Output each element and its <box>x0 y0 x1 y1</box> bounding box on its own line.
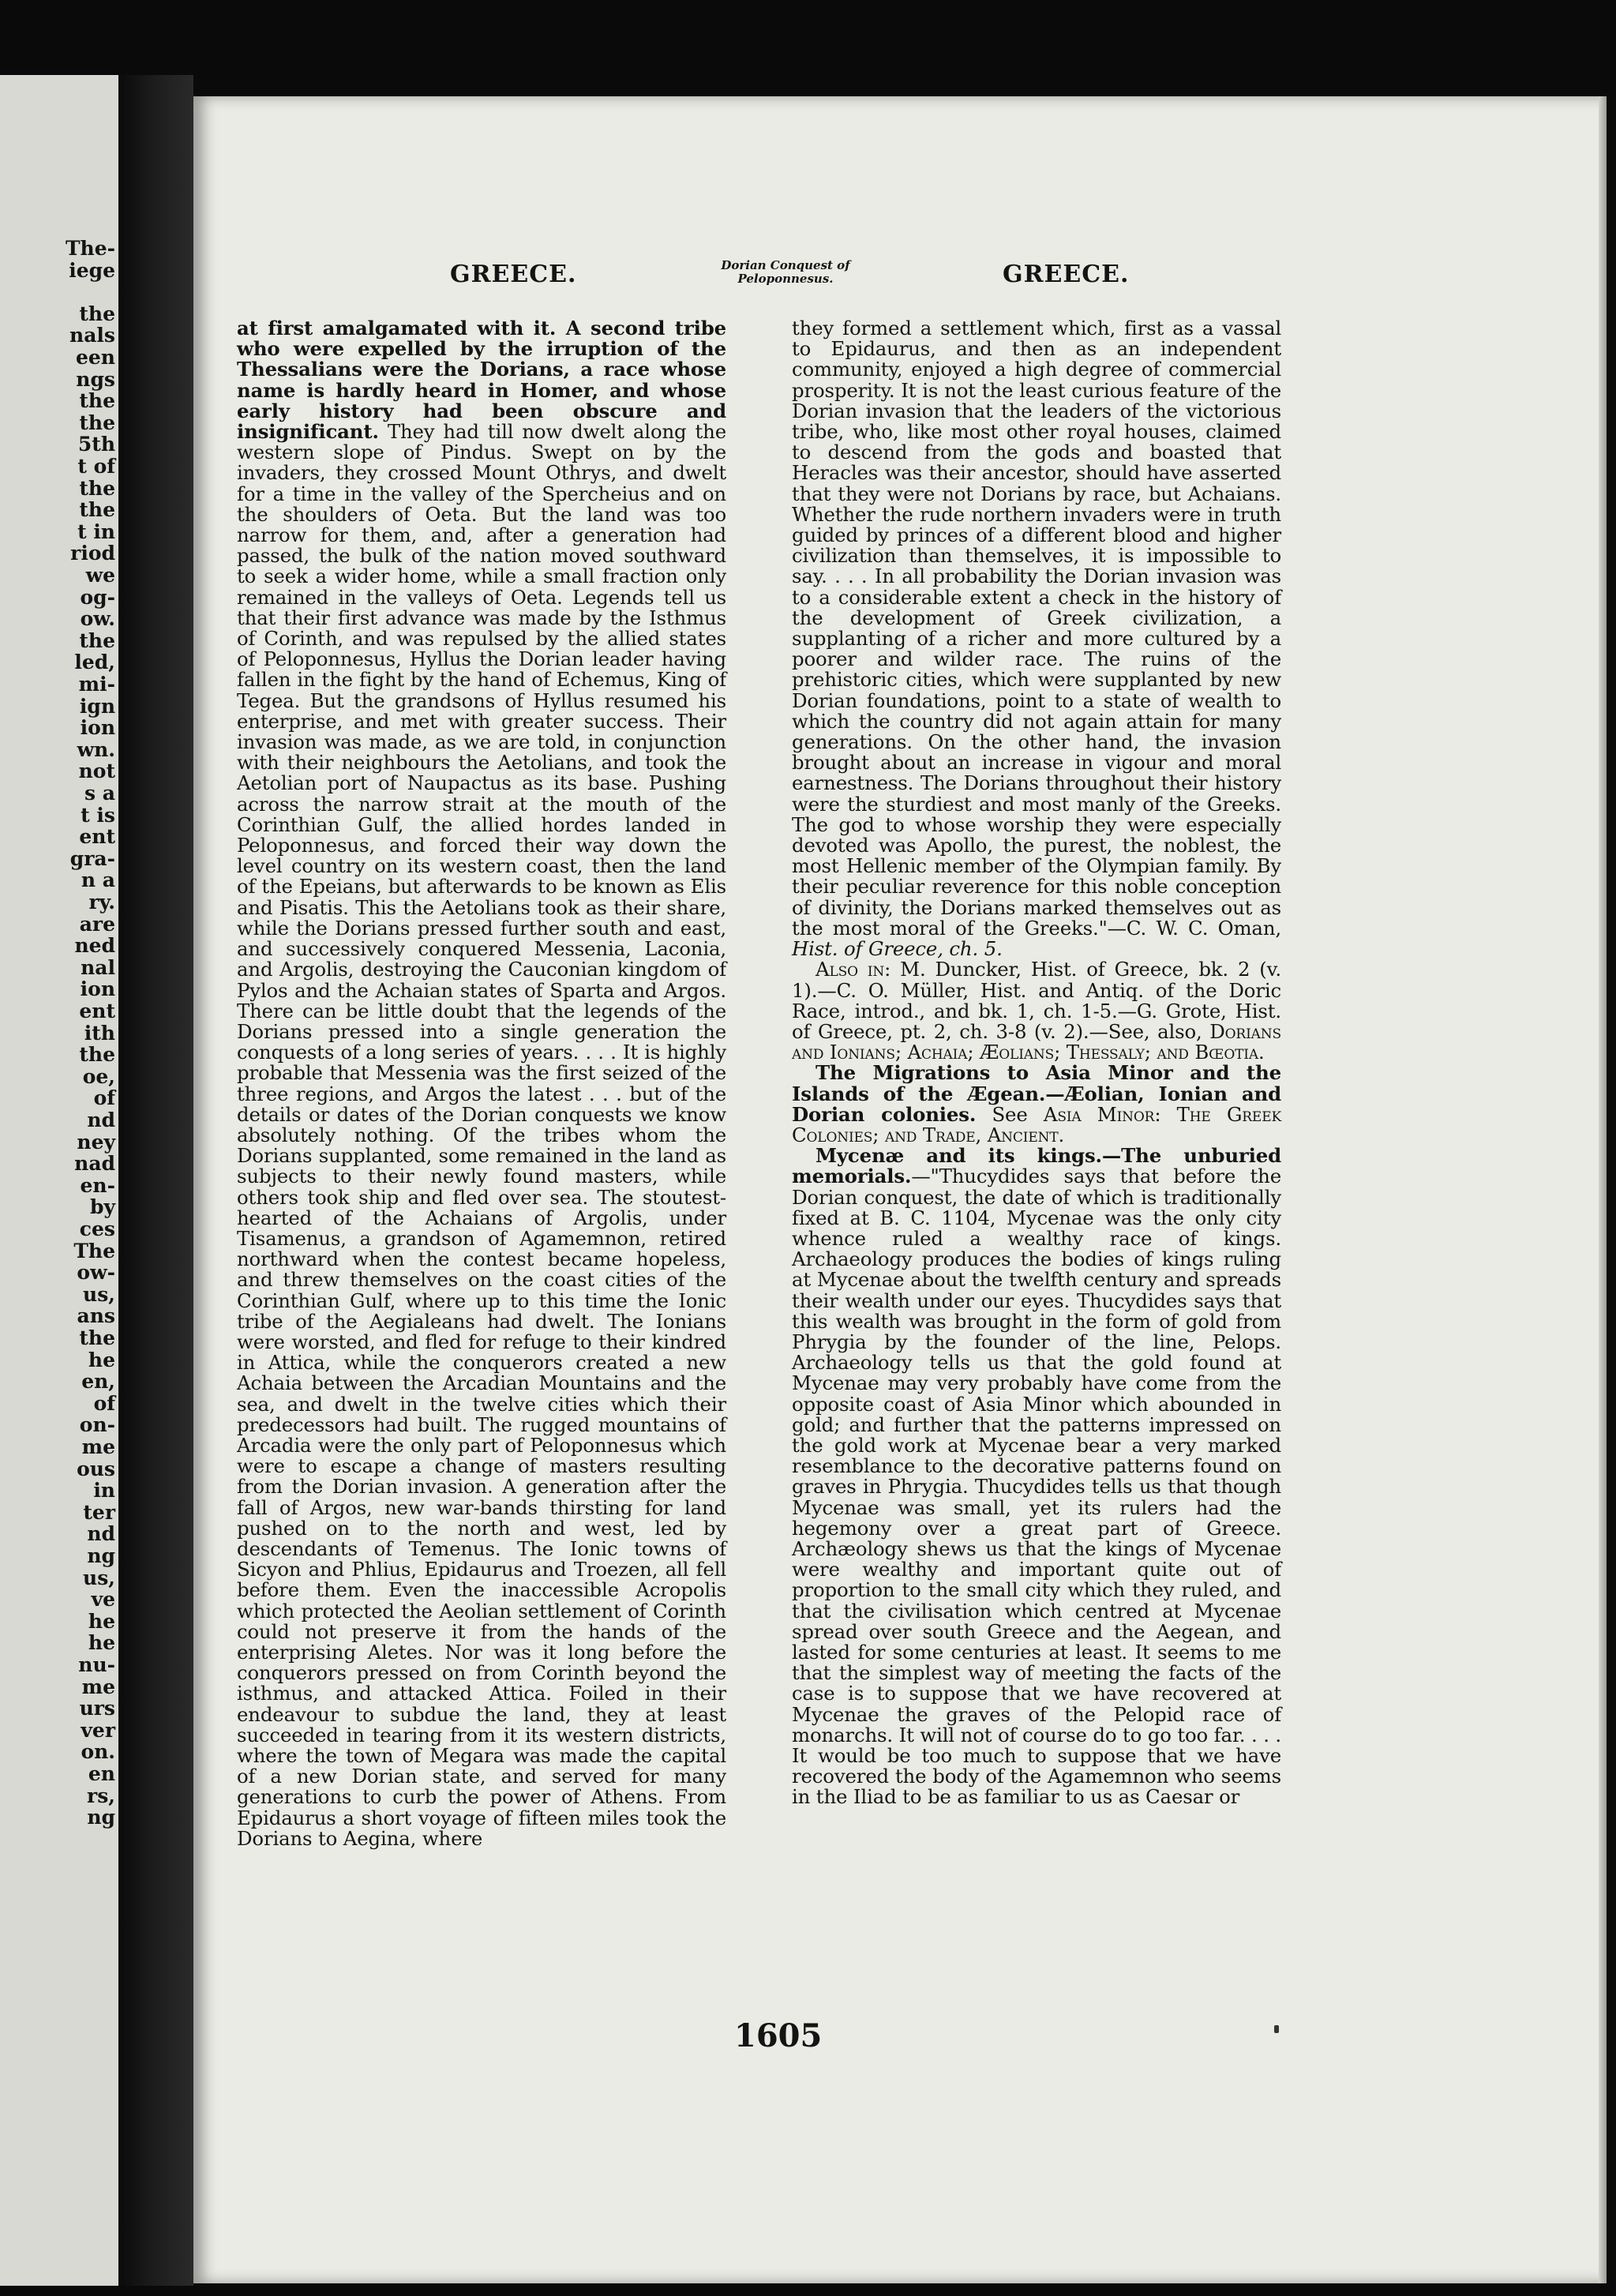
facing-page-line: ent <box>79 1000 115 1022</box>
facing-page-line: the <box>79 476 115 500</box>
facing-page-line: nu- <box>78 1653 115 1676</box>
facing-page-line: nals <box>69 324 115 347</box>
facing-page-fragment <box>0 75 118 2286</box>
facing-page-line: us, <box>83 1282 115 1306</box>
section-heading: The Migrations to Asia Minor and the Islands of the Ægean.—Æolian, Ionian and Dorian colonies. <box>792 1061 1281 1126</box>
facing-page-line: led, <box>74 651 115 674</box>
running-head-right: GREECE. <box>1003 261 1130 288</box>
migrations-paragraph <box>792 1063 1281 1146</box>
facing-page-line: t of <box>77 455 115 478</box>
facing-page-line: on- <box>79 1413 115 1437</box>
also-in-label: Also in: <box>815 958 891 981</box>
facing-page-line: nd <box>87 1522 115 1546</box>
facing-page-line: The- <box>65 237 115 260</box>
running-head-center-line2: Peloponnesus. <box>737 272 834 286</box>
facing-page-line: nal <box>81 955 115 979</box>
facing-page-line: me <box>81 1675 115 1698</box>
running-head-center-line1: Dorian Conquest of <box>721 258 850 272</box>
facing-page-line: ign <box>79 694 115 718</box>
running-head-center <box>687 259 884 286</box>
facing-page-line: The <box>73 1239 115 1262</box>
facing-page-line: t in <box>77 520 115 543</box>
facing-page-line: een <box>76 346 115 369</box>
facing-page-line: ent <box>79 825 115 849</box>
bold-run: at first amalgamated with it. A second tribe who were expelled by the irruption of the Thessalians were the Dorians, a race whose name is hardly heard in Homer, and whose early history had been obscure and insignificant. <box>237 317 726 444</box>
page-edge <box>1599 96 1607 2283</box>
facing-page-line: ans <box>77 1304 115 1328</box>
facing-page-line: riod <box>70 542 115 565</box>
facing-page-line: oe, <box>82 1064 115 1088</box>
facing-page-line: me <box>81 1435 115 1458</box>
page-number: 1605 <box>734 2017 823 2054</box>
running-head-left: GREECE. <box>450 261 577 288</box>
facing-page-line: ion <box>80 716 115 740</box>
text-run: —"Thucydides says that before the Dorian conquest, the date of which is traditionally fixed at B. C. 1104, Mycenae was the only city whence ruled a wealthy race of kings. Archaeology produces the bodies of kings ruling at Mycenae about the twelfth century and spreads their wealth under our eyes. Thucydides says that this wealth was brought in the form of gold from Phrygia by the founder of the line, Pelops. Archaeology tells us that the gold found at Mycenae may very probably have come from the opposite coast of Asia Minor which abounded in gold; and further that the patterns impressed on the gold work at Mycenae bear a very marked resemblance to the decorative patterns found on graves in Phrygia. Thucydides tells us that though Mycenae was small, yet its rulers had the hegemony over a great part of Greece. Archæology shews us that the kings of Mycenae were wealthy and important quite out of proportion to the small city which they ruled, and that the civilisation which centred at Mycenae spread over south Greece and the Aegean, and lasted for some centuries at least. It seems to me that the simplest way of meeting the facts of the case is to suppose that we have recovered at Mycenae the graves of the Pelopid race of monarchs. It will not of course do to go too far. . . . It would be too much to suppose that we have recovered the body of the Agamemnon who seems in the Iliad to be as familiar to us as Caesar or <box>792 1165 1281 1809</box>
facing-page-line: not <box>78 760 115 783</box>
facing-page-line: ow. <box>80 607 115 631</box>
facing-page-line: of <box>93 1391 115 1415</box>
text-run: They had till now dwelt along the western slope of Pindus. Swept on by the invaders, they crossed Mount Othrys, and dwelt for a time in the valley of the Spercheius and on the shoulders of Oeta. But the land was too narrow for them, and, after a generation had passed, the bulk of the nation moved southward to seek a wider home, while a small fraction only remained in the valleys of Oeta. Legends tell us that their first advance was made by the Isthmus of Corinth, and was repulsed by the allied states of Peloponnesus, Hyllus the Dorian leader having fallen in the fight by the hand of Echemus, King of Tegea. But the grandsons of Hyllus resumed his enterprise, and met with greater success. Their invasion was made, as we are told, in conjunction with their neighbours the Aetolians, and took the Aetolian port of Naupactus as its base. Pushing across the narrow strait at the mouth of the Corinthian Gulf, the allied hordes landed in Peloponnesus, and forced their way down the level country on its western coast, then the land of the Epeians, but afterwards to be known as Elis and Pisatis. This the Aetolians took as their share, while the Dorians pressed further south and east, and successively conquered Messenia, Laconia, and Argolis, destroying the Cauconian kingdom of Pylos and the Achaian states of Sparta and Argos. There can be little doubt that the legends of the Dorians pressed into a single generation the conquests of a long series of years. . . . It is highly probable that Messenia was the first seized of the three regions, and Argos the latest . . . but of the details or dates of the Dorian conquests we know absolutely nothing. Of the tribes whom the Dorians supplanted, some remained in the land as subjects to their newly found masters, while others took ship and fled over sea. The stoutest-hearted of the Achaians of Argolis, under Tisamenus, a grandson of Agamemnon, retired northward when the contest became hopeless, and threw themselves on the coast cities of the Corinthian Gulf, where up to this time the Ionic tribe of the Aegialeans had dwelt. The Ionians were worsted, and fled for refuge to their kindred in Attica, while the conquerors created a new Achaia between the Arcadian Mountains and the sea, and dwelt in the twelve cities which their predecessors had built. The rugged mountains of Arcadia were the only part of Peloponnesus which were to escape a change of masters resulting from the Dorian invasion. A generation after the fall of Argos, new war-bands thirsting for land pushed on to the north and west, led by descendants of Temenus. The Ionic towns of Sicyon and Phlius, Epidaurus and Troezen, all fell before them. Even the inaccessible Acropolis which protected the Aeolian settlement of Corinth could not preserve it from the hands of the enterprising Aletes. Nor was it long before the conquerors pressed on from Corinth beyond the isthmus, and attacked Attica. Foiled in their endeavour to subdue the land, they at least succeeded in tearing from it its western districts, where the town of Megara was made the capital of a new Dorian state, and served for many generations to curb the power of Athens. From Epidaurus a short voyage of fifteen miles took the Dorians to Aegina, where <box>237 420 726 1850</box>
mycenae-paragraph <box>792 1146 1281 1808</box>
facing-page-line: in <box>93 1479 115 1503</box>
section-heading: Mycenæ and its kings.—The unburied memorials. <box>792 1144 1281 1188</box>
facing-page-line: rs, <box>87 1784 115 1807</box>
facing-page-line: the <box>79 1043 115 1067</box>
facing-page-line: he <box>88 1631 115 1655</box>
facing-page-line: og- <box>80 585 115 609</box>
facing-page-line: nad <box>74 1152 115 1176</box>
facing-page-line: ned <box>74 934 115 958</box>
text-run: See <box>976 1102 1044 1126</box>
facing-page-line: urs <box>79 1697 115 1720</box>
facing-page-line: ces <box>79 1217 115 1240</box>
facing-page-line: by <box>89 1195 115 1219</box>
facing-page-line: s a <box>84 782 115 805</box>
facing-page-line: the <box>79 628 115 652</box>
paragraph <box>237 318 726 1849</box>
left-column <box>237 318 726 1849</box>
cross-references: Dorians and Ionians; Achaia; Æolians; Thessaly; and Bœotia. <box>792 1019 1281 1064</box>
facing-page-line: nd <box>87 1109 115 1131</box>
facing-page-line: of <box>93 1086 115 1110</box>
facing-page-line: iege <box>69 258 115 282</box>
ink-speck <box>1274 2025 1279 2033</box>
paragraph <box>792 318 1281 959</box>
facing-page-line: the <box>79 1326 115 1349</box>
facing-page-line: ith <box>84 1021 115 1045</box>
facing-page-line: he <box>88 1609 115 1633</box>
facing-page-line: ve <box>91 1588 115 1611</box>
facing-page-line: ng <box>87 1544 115 1567</box>
cross-references: Asia Minor: The Greek Colonies; and Trade, Ancient. <box>792 1102 1281 1146</box>
facing-page-line: he <box>88 1348 115 1371</box>
also-in-text: M. Duncker, Hist. of Greece, bk. 2 (v. 1).—C. O. Müller, Hist. and Antiq. of the Doric Race, introd., and bk. 1, ch. 1-5.—G. Grote, Hist. of Greece, pt. 2, ch. 3-8 (v. 2).—See, also, <box>792 958 1281 1043</box>
facing-page-line: 5th <box>77 433 115 456</box>
facing-page-line: we <box>85 564 115 587</box>
facing-page-line: ng <box>87 1806 115 1829</box>
facing-page-line: t is <box>81 803 115 827</box>
facing-page-line: n a <box>81 869 115 892</box>
also-in-paragraph <box>792 959 1281 1063</box>
facing-page-line: ous <box>77 1457 115 1480</box>
facing-page-line: ver <box>81 1718 115 1742</box>
facing-page-line: en, <box>81 1370 115 1394</box>
text-run: they formed a settlement which, first as a vassal to Epidaurus, and then as an independent community, enjoyed a high degree of commercial prosperity. It is not the least curious feature of the Dorian invasion that the leaders of the victorious tribe, who, like most other royal houses, claimed to descend from the gods and boasted that Heracles was their ancestor, should have asserted that they were not Dorians by race, but Achaians. Whether the rude northern invaders were in truth guided by princes of a different blood and higher civilization than themselves, it is impossible to say. . . . In all probability the Dorian invasion was to a considerable extent a check in the history of the development of Greek civilization, a supplanting of a richer and more cultured by a poorer and wilder race. The ruins of the prehistoric cities, which were supplanted by new Dorian foundations, point to a state of wealth to which the country did not again attain for many generations. On the other hand, the invasion brought about an increase in vigour and moral earnestness. The Dorians throughout their history were the sturdiest and most manly of the Greeks. The god to whose worship they were especially devoted was Apollo, the purest, the noblest, the most Hellenic member of the Olympian family. By their peculiar reverence for this noble conception of divinity, the Dorians marked themselves out as the most moral of the Greeks."—C. W. C. Oman, <box>792 317 1281 940</box>
right-column <box>792 318 1281 1808</box>
facing-page-line: ion <box>80 977 115 1001</box>
book-gutter <box>118 75 193 2286</box>
facing-page-line: mi- <box>78 673 115 696</box>
facing-page-line: the <box>79 389 115 413</box>
facing-page-line: ry. <box>88 891 115 914</box>
facing-page-line: ney <box>77 1130 115 1154</box>
facing-page-line: ter <box>83 1500 115 1524</box>
facing-page-line: ngs <box>76 367 115 391</box>
facing-page-line: en <box>88 1762 115 1785</box>
facing-page-line: on. <box>81 1740 115 1764</box>
facing-page-line: the <box>79 302 115 325</box>
citation: Hist. of Greece, ch. 5. <box>792 937 1003 961</box>
facing-page-line: the <box>79 498 115 522</box>
facing-page-line: ow- <box>77 1261 115 1285</box>
facing-page-line: are <box>79 912 115 936</box>
facing-page-line: the <box>79 411 115 434</box>
facing-page-line: gra- <box>69 846 115 870</box>
facing-page-line: us, <box>83 1566 115 1589</box>
facing-page-line: en- <box>80 1173 115 1197</box>
facing-page-line: wn. <box>77 737 115 761</box>
